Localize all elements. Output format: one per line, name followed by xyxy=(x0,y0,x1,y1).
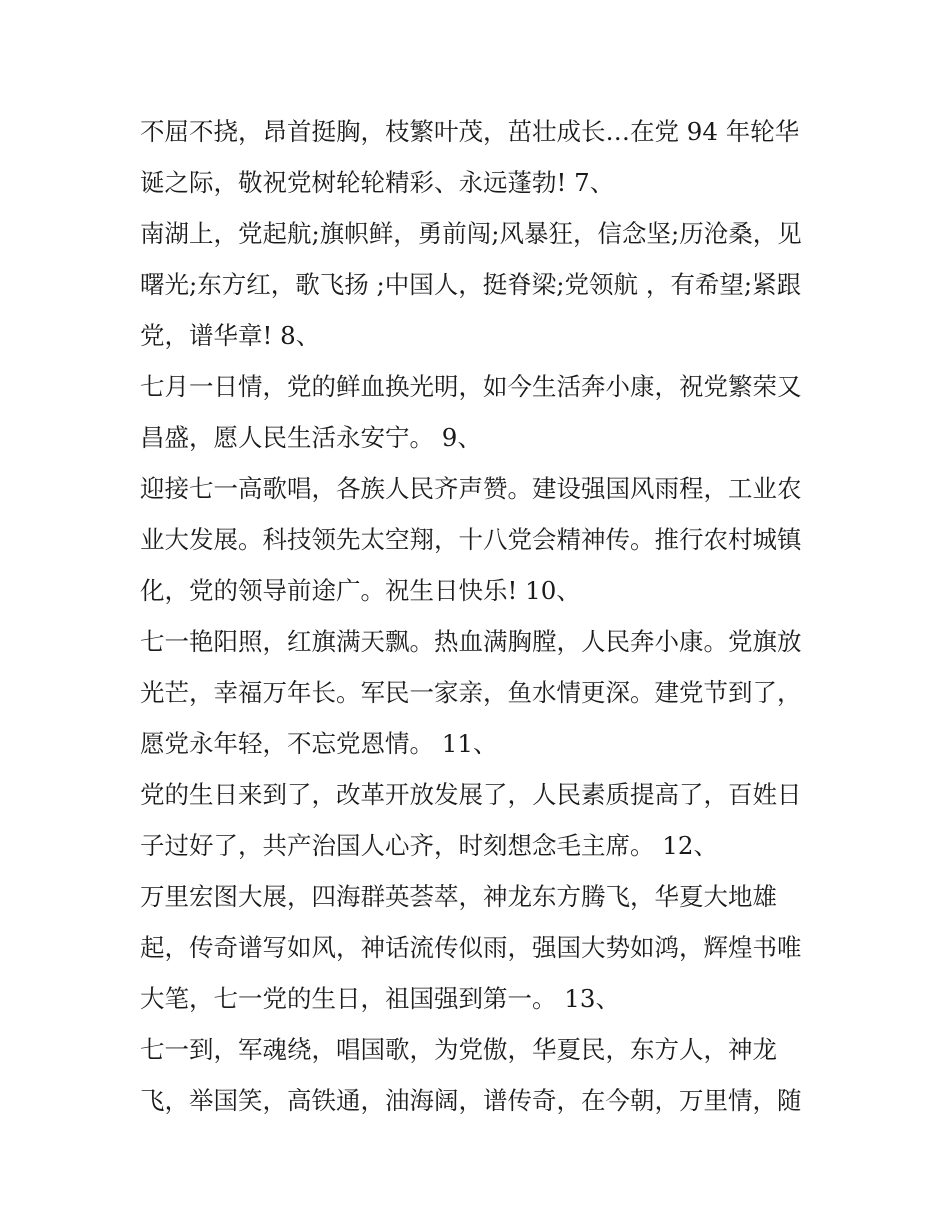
text-line: 七一艳阳照，红旗满天飘。热血满胸膛，人民奔小康。党旗放 xyxy=(140,627,802,656)
text-line: 大笔，七一党的生日，祖国强到第一。 13、 xyxy=(140,984,620,1013)
text-line: 诞之际，敬祝党树轮轮精彩、永远蓬勃! 7、 xyxy=(140,168,615,197)
document-body xyxy=(140,106,820,1126)
text-line: 光芒，幸福万年长。军民一家亲，鱼水情更深。建党节到了， xyxy=(140,678,802,707)
text-line: 党，谱华章! 8、 xyxy=(140,321,321,350)
text-line: 不屈不挠，昂首挺胸，枝繁叶茂，茁壮成长…在党 94 年轮华 xyxy=(140,117,800,146)
text-line: 七月一日情，党的鲜血换光明，如今生活奔小康，祝党繁荣又 xyxy=(140,372,802,401)
text-line: 七一到，军魂绕，唱国歌，为党傲，华夏民，东方人，神龙 xyxy=(140,1035,777,1064)
text-line: 化，党的领导前途广。祝生日快乐! 10、 xyxy=(140,576,581,605)
text-line: 昌盛，愿人民生活永安宁。 9、 xyxy=(140,423,482,452)
text-line: 愿党永年轻，不忘党恩情。 11、 xyxy=(140,729,498,758)
text-line: 南湖上，党起航;旗帜鲜，勇前闯;风暴狂，信念坚;历沧桑，见 xyxy=(140,219,802,248)
text-line: 万里宏图大展，四海群英荟萃，神龙东方腾飞，华夏大地雄 xyxy=(140,882,777,911)
text-line: 飞，举国笑，高铁通，油海阔，谱传奇，在今朝，万里情，随 xyxy=(140,1086,802,1115)
text-line: 党的生日来到了，改革开放发展了，人民素质提高了，百姓日 xyxy=(140,780,802,809)
text-line: 子过好了，共产治国人心齐，时刻想念毛主席。 12、 xyxy=(140,831,718,860)
text-line: 业大发展。科技领先太空翔，十八党会精神传。推行农村城镇 xyxy=(140,525,802,554)
text-line: 迎接七一高歌唱，各族人民齐声赞。建设强国风雨程，工业农 xyxy=(140,474,802,503)
text-line: 曙光;东方红，歌飞扬 ;中国人，挺脊梁;党领航 ，有希望;紧跟 xyxy=(140,270,802,299)
text-line: 起，传奇谱写如风，神话流传似雨，强国大势如鸿，辉煌书唯 xyxy=(140,933,802,962)
